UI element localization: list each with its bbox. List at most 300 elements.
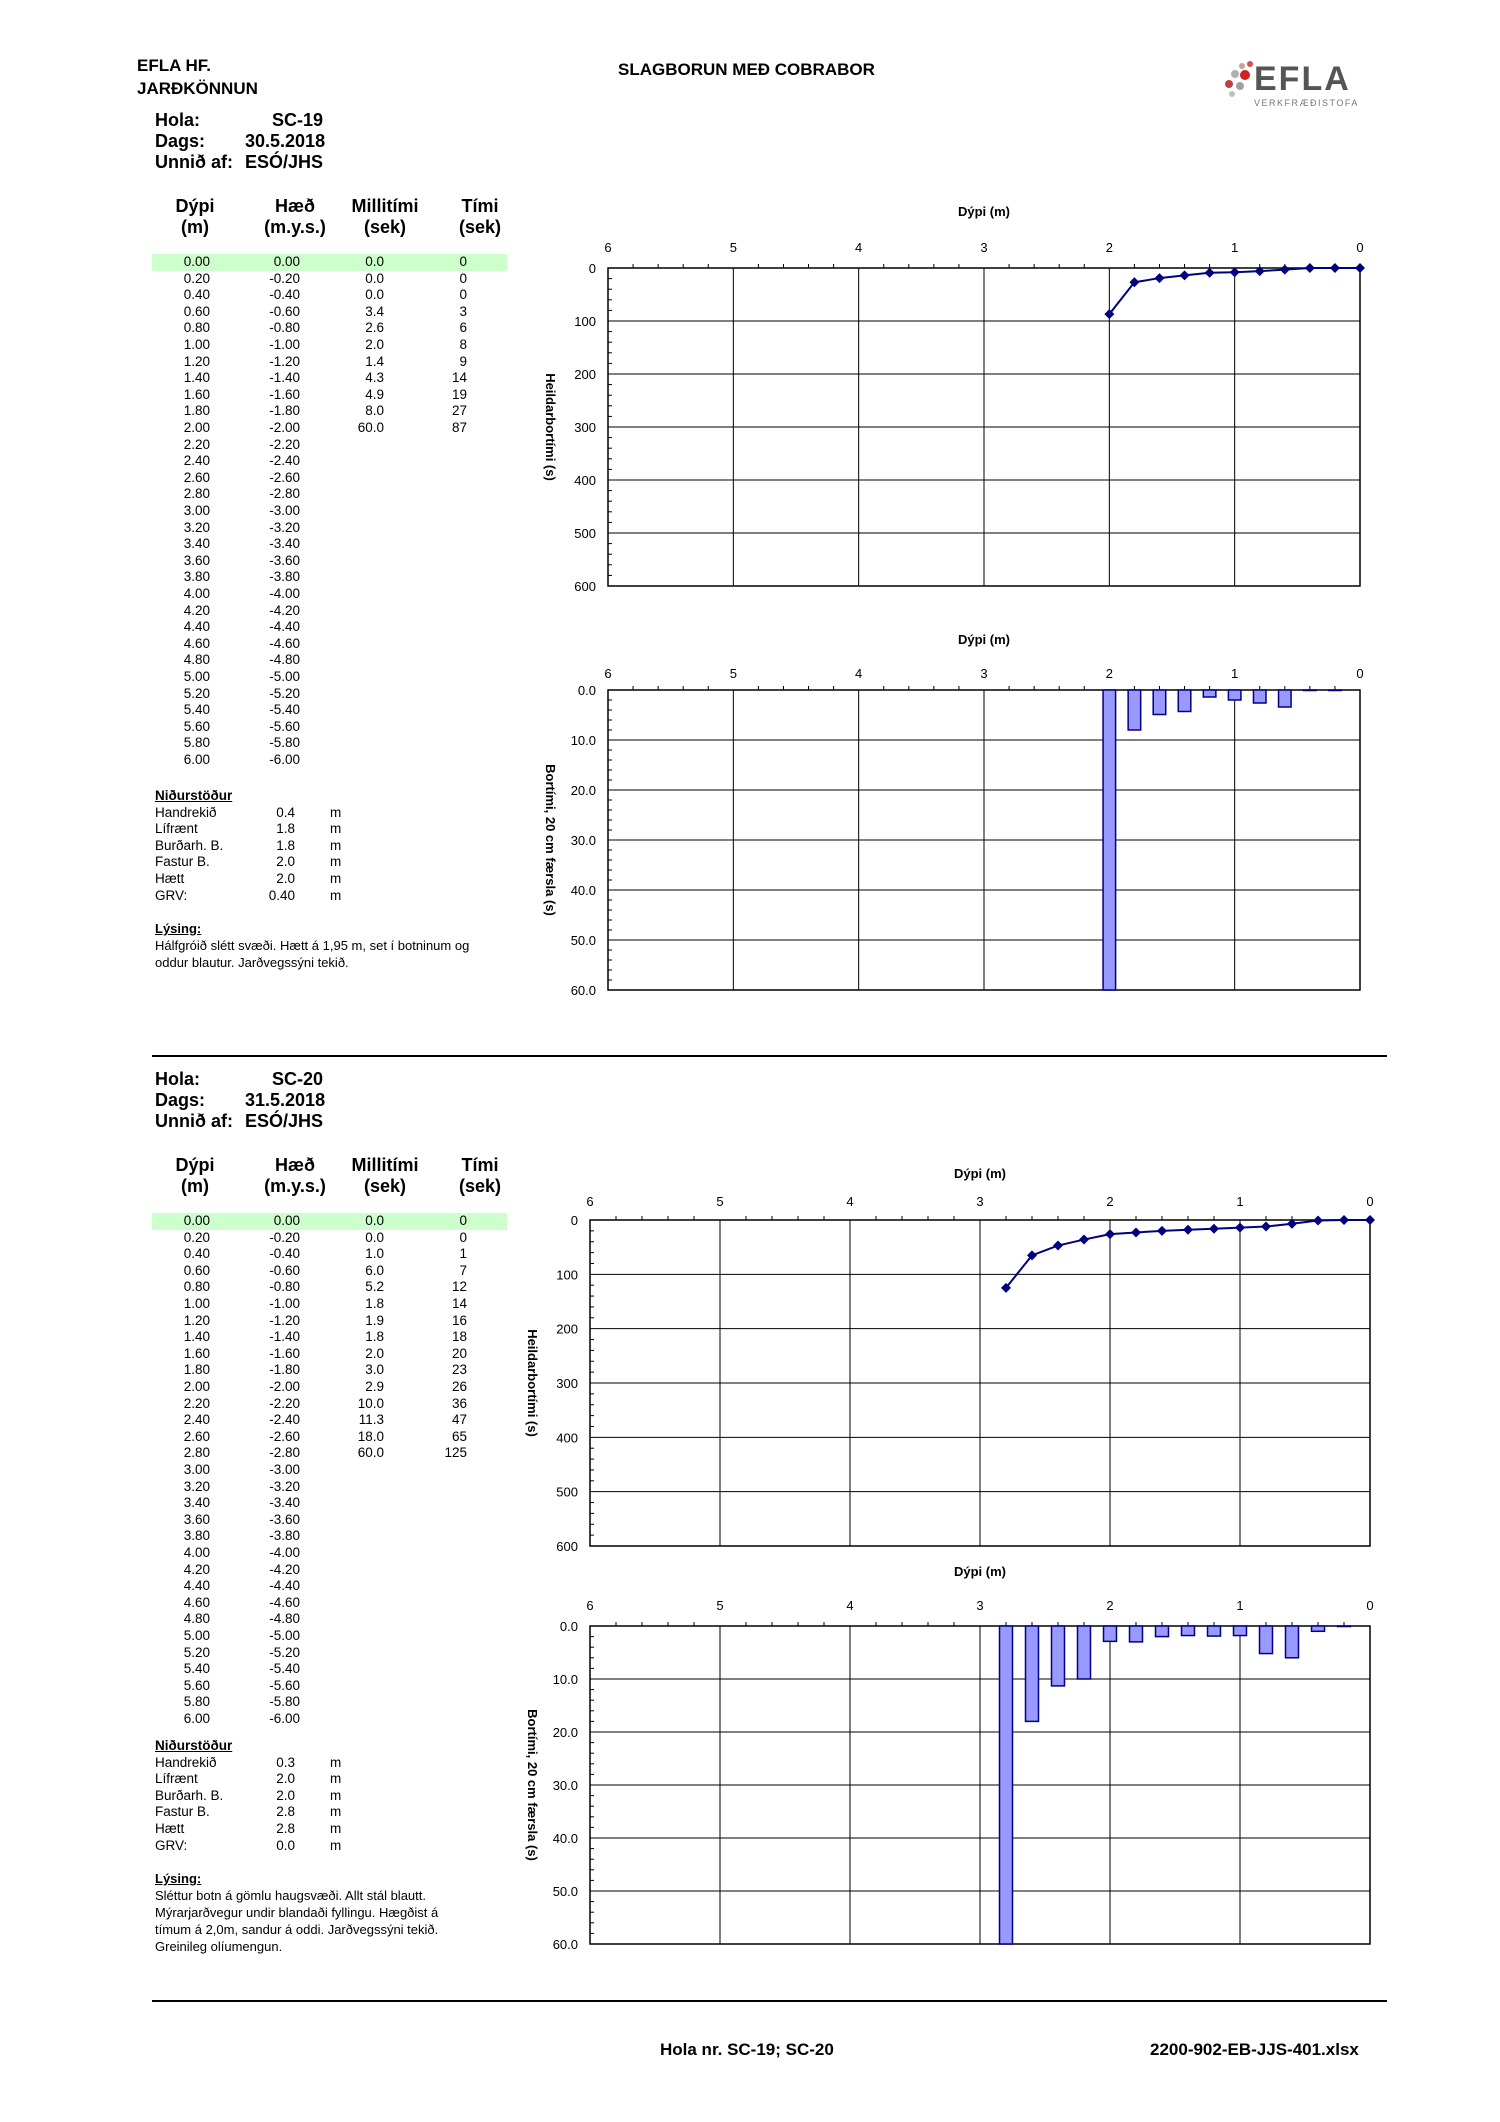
table-row <box>152 1346 507 1363</box>
depth-cell: 4.60 <box>183 635 210 651</box>
data-point <box>1365 1215 1375 1225</box>
table-row <box>152 1263 507 1280</box>
time-cell: 0 <box>459 270 467 286</box>
y-tick-label: 0 <box>588 261 596 276</box>
time-cell: 0 <box>459 1213 467 1228</box>
result-unit: m <box>330 804 342 820</box>
elevation-cell: -0.60 <box>269 1262 300 1278</box>
depth-cell: 3.60 <box>183 1511 210 1527</box>
result-unit: m <box>330 887 342 903</box>
elevation-cell: -3.40 <box>269 1495 300 1511</box>
result-row <box>155 1755 395 1772</box>
y-tick-label: 200 <box>574 367 596 382</box>
depth-cell: 1.80 <box>183 1362 210 1378</box>
bar <box>1078 1626 1091 1679</box>
elevation-cell: -1.80 <box>269 403 300 419</box>
result-unit: m <box>330 1820 342 1836</box>
elevation-cell: -5.20 <box>269 1644 300 1660</box>
table-row <box>152 1678 507 1695</box>
table-row <box>152 553 507 570</box>
depth-cell: 5.80 <box>183 1694 210 1710</box>
bar <box>1182 1626 1195 1636</box>
meta-key: Dags: <box>155 131 206 151</box>
x-tick-label: 3 <box>976 1598 984 1613</box>
elevation-cell: -3.80 <box>269 569 300 585</box>
col-elev-head: Hæð (m.y.s.) <box>264 1155 326 1196</box>
table-row <box>152 652 507 669</box>
data-point <box>1209 1224 1219 1234</box>
result-value: 0.40 <box>268 887 295 903</box>
result-unit: m <box>330 821 342 837</box>
x-tick-label: 5 <box>716 1598 724 1613</box>
table-row <box>152 669 507 686</box>
result-label: GRV: <box>155 1837 188 1853</box>
x-tick-label: 3 <box>980 666 988 681</box>
result-value: 0.4 <box>276 804 295 820</box>
bar <box>1338 1626 1351 1627</box>
efla-logo <box>1220 56 1370 116</box>
time-cell: 19 <box>451 386 467 402</box>
split-time-cell: 11.3 <box>358 1412 384 1428</box>
table-row <box>152 719 507 736</box>
split-time-cell: 1.0 <box>365 1246 384 1262</box>
x-tick-label: 5 <box>729 666 737 681</box>
table-row <box>152 569 507 586</box>
time-cell: 47 <box>451 1412 467 1428</box>
bar <box>1156 1626 1169 1637</box>
hole-2-results <box>155 1738 395 1854</box>
meta-value: SC-20 <box>271 1069 323 1089</box>
result-row <box>155 854 395 871</box>
bar <box>1208 1626 1221 1636</box>
footer-file-name: 2200-902-EB-JJS-401.xlsx <box>1150 2040 1359 2059</box>
table-row <box>152 1495 507 1512</box>
y-tick-label: 30.0 <box>552 1778 578 1793</box>
table-row <box>152 752 507 769</box>
depth-cell: 1.00 <box>183 337 210 352</box>
table-row <box>152 1429 507 1446</box>
hole-1-section <box>155 110 326 173</box>
split-time-cell: 2.0 <box>365 1345 384 1361</box>
result-row <box>155 1788 395 1805</box>
y-tick-label: 100 <box>556 1267 578 1283</box>
depth-cell: 0.20 <box>183 270 210 286</box>
elevation-cell: -5.40 <box>269 1661 300 1677</box>
x-axis-title: Dýpi (m) <box>958 204 1010 219</box>
depth-cell: 0.80 <box>183 320 210 336</box>
elevation-cell: -2.20 <box>269 436 300 452</box>
bar <box>1286 1626 1299 1658</box>
data-point <box>1305 263 1315 273</box>
depth-cell: 2.40 <box>183 453 210 469</box>
split-time-cell: 18.0 <box>357 1428 384 1444</box>
depth-cell: 3.80 <box>183 1528 210 1544</box>
meta-key: Unnið af: <box>155 1111 233 1131</box>
split-time-cell: 0.0 <box>365 270 384 286</box>
elevation-cell: -2.60 <box>269 469 300 485</box>
elevation-cell: -3.20 <box>269 519 300 535</box>
table-row <box>152 1545 507 1562</box>
data-point <box>1205 268 1215 278</box>
depth-cell: 1.60 <box>183 1345 210 1361</box>
y-tick-label: 0 <box>570 1213 578 1228</box>
x-tick-label: 5 <box>716 1194 724 1209</box>
meta-value: 31.5.2018 <box>245 1090 326 1110</box>
elevation-cell: -6.00 <box>269 1711 300 1726</box>
elevation-cell: -0.80 <box>269 320 300 336</box>
split-time-cell: 6.0 <box>365 1262 384 1278</box>
table-row <box>152 1296 507 1313</box>
depth-cell: 4.00 <box>183 1545 210 1560</box>
depth-cell: 0.00 <box>183 1213 210 1228</box>
elevation-cell: -1.00 <box>269 337 300 352</box>
split-time-cell: 2.9 <box>365 1379 384 1394</box>
y-tick-label: 30.0 <box>570 833 596 848</box>
bar <box>1279 690 1292 707</box>
depth-cell: 4.80 <box>183 1611 210 1627</box>
result-label: Fastur B. <box>155 854 210 870</box>
y-axis-title: Bortími, 20 cm færsla (s) <box>543 764 558 916</box>
x-tick-label: 5 <box>729 240 737 255</box>
x-axis-title: Dýpi (m) <box>954 1564 1006 1579</box>
table-row <box>152 337 507 354</box>
y-axis-title: Bortími, 20 cm færsla (s) <box>525 1709 540 1861</box>
depth-cell: 0.60 <box>183 303 210 319</box>
table-row <box>152 1462 507 1479</box>
meta-value: ESÓ/JHS <box>245 1111 324 1131</box>
elevation-cell: -4.00 <box>269 1545 300 1560</box>
y-tick-label: 100 <box>574 314 596 329</box>
data-point <box>1157 1226 1167 1236</box>
results-title: Niðurstöður <box>155 788 233 803</box>
result-value: 1.8 <box>276 821 295 837</box>
y-tick-label: 20.0 <box>552 1725 578 1740</box>
result-value: 0.3 <box>276 1754 295 1770</box>
col-depth-head: Dýpi (m) <box>175 1155 215 1196</box>
depth-cell: 1.00 <box>183 1296 210 1311</box>
footer-hole-ref: Hola nr. SC-19; SC-20 <box>660 2040 834 2059</box>
result-value: 2.8 <box>276 1820 295 1836</box>
result-value: 2.0 <box>276 870 295 886</box>
company-name: EFLA HF. <box>137 56 211 75</box>
depth-cell: 1.40 <box>183 1329 210 1345</box>
depth-cell: 5.00 <box>183 669 210 684</box>
x-tick-label: 1 <box>1231 240 1239 255</box>
table-row <box>152 254 507 271</box>
depth-cell: 3.20 <box>183 519 210 535</box>
result-label: Hætt <box>155 1820 185 1836</box>
depth-cell: 4.40 <box>183 1578 210 1594</box>
elevation-cell: -1.20 <box>269 1312 300 1328</box>
elevation-cell: -5.60 <box>269 1677 300 1693</box>
col-elev-head: Hæð (m.y.s.) <box>264 196 326 237</box>
depth-cell: 0.80 <box>183 1279 210 1295</box>
footer-divider <box>152 2000 1387 2002</box>
result-row <box>155 888 395 905</box>
split-time-cell: 1.8 <box>365 1329 384 1345</box>
elevation-cell: -4.20 <box>269 1561 300 1577</box>
y-tick-label: 0.0 <box>559 1619 578 1634</box>
table-row <box>152 453 507 470</box>
elevation-cell: -1.40 <box>269 370 300 386</box>
elevation-cell: -0.60 <box>269 303 300 319</box>
data-point <box>1183 1225 1193 1235</box>
x-axis-title: Dýpi (m) <box>958 632 1010 647</box>
result-row <box>155 805 395 822</box>
elevation-cell: -4.60 <box>269 1594 300 1610</box>
depth-cell: 4.40 <box>183 619 210 635</box>
meta-value: SC-19 <box>271 110 323 130</box>
depth-cell: 1.20 <box>183 1312 210 1328</box>
data-point <box>1053 1241 1063 1251</box>
data-point <box>1180 270 1190 280</box>
depth-cell: 1.40 <box>183 370 210 386</box>
table-row <box>152 520 507 537</box>
x-tick-label: 2 <box>1106 1598 1114 1613</box>
time-cell: 8 <box>459 337 467 352</box>
time-cell: 125 <box>444 1445 467 1461</box>
table-row <box>152 437 507 454</box>
depth-cell: 0.60 <box>183 1262 210 1278</box>
depth-cell: 6.00 <box>183 752 210 767</box>
x-tick-label: 1 <box>1236 1194 1244 1209</box>
description-line: tímum á 2,0m, sandur á oddi. Jarðvegssýni tekið. <box>155 1922 439 1937</box>
elevation-cell: -3.20 <box>269 1478 300 1494</box>
time-cell: 23 <box>451 1362 467 1378</box>
x-tick-label: 2 <box>1105 666 1113 681</box>
split-time-cell: 60.0 <box>357 1445 384 1461</box>
bar <box>1329 690 1342 691</box>
elevation-cell: -0.40 <box>269 1246 300 1262</box>
elevation-cell: -2.00 <box>269 420 300 435</box>
table-row <box>152 1213 507 1230</box>
y-tick-label: 500 <box>574 526 596 541</box>
result-label: Burðarh. B. <box>155 837 224 853</box>
elevation-cell: -1.60 <box>269 1345 300 1361</box>
split-time-cell: 4.3 <box>365 370 384 386</box>
table-header <box>150 1155 502 1199</box>
elevation-cell: -6.00 <box>269 752 300 767</box>
depth-cell: 2.00 <box>183 1379 210 1394</box>
result-row <box>155 871 395 888</box>
data-point <box>1339 1215 1349 1225</box>
elevation-cell: -2.00 <box>269 1379 300 1394</box>
bar <box>1128 690 1141 730</box>
time-cell: 0 <box>459 254 467 269</box>
elevation-cell: -2.40 <box>269 453 300 469</box>
table-row <box>152 1445 507 1462</box>
hole-2-table <box>152 1213 507 1733</box>
elevation-cell: -4.60 <box>269 635 300 651</box>
table-row <box>152 304 507 321</box>
data-point <box>1235 1223 1245 1233</box>
data-point <box>1355 263 1365 273</box>
depth-cell: 0.20 <box>183 1229 210 1245</box>
result-unit: m <box>330 1754 342 1770</box>
elevation-cell: -1.60 <box>269 386 300 402</box>
result-label: Handrekið <box>155 804 217 820</box>
time-cell: 14 <box>451 1296 467 1311</box>
table-row <box>152 1230 507 1247</box>
time-cell: 0 <box>459 287 467 303</box>
table-row <box>152 1379 507 1396</box>
hole-1-results <box>155 788 395 904</box>
table-row <box>152 702 507 719</box>
result-unit: m <box>330 1787 342 1803</box>
split-time-cell: 1.4 <box>365 353 384 369</box>
depth-cell: 1.80 <box>183 403 210 419</box>
table-row <box>152 1279 507 1296</box>
table-row <box>152 403 507 420</box>
y-tick-label: 600 <box>574 579 596 594</box>
x-tick-label: 2 <box>1105 240 1113 255</box>
y-tick-label: 10.0 <box>552 1672 578 1687</box>
bar <box>1312 1626 1325 1631</box>
y-tick-label: 50.0 <box>552 1884 578 1899</box>
table-row <box>152 387 507 404</box>
depth-cell: 3.40 <box>183 536 210 552</box>
split-time-cell: 2.6 <box>365 320 384 336</box>
elevation-cell: -5.00 <box>269 1628 300 1643</box>
depth-cell: 3.20 <box>183 1478 210 1494</box>
depth-cell: 1.60 <box>183 386 210 402</box>
hole-2-meta <box>155 1069 326 1132</box>
section-divider <box>152 1055 1387 1057</box>
result-label: Hætt <box>155 870 185 886</box>
col-time-head: Tími (sek) <box>458 196 502 237</box>
time-cell: 7 <box>459 1262 467 1278</box>
time-cell: 1 <box>459 1246 467 1262</box>
bar <box>1052 1626 1065 1686</box>
table-row <box>152 586 507 603</box>
table-row <box>152 354 507 371</box>
split-time-cell: 10.0 <box>357 1395 384 1411</box>
table-row <box>152 1562 507 1579</box>
table-row <box>152 1329 507 1346</box>
split-time-cell: 0.0 <box>365 1229 384 1245</box>
table-row <box>152 1396 507 1413</box>
depth-cell: 3.00 <box>183 1462 210 1477</box>
result-unit: m <box>330 1804 342 1820</box>
y-tick-label: 500 <box>556 1484 578 1500</box>
result-unit: m <box>330 870 342 886</box>
depth-cell: 5.60 <box>183 1677 210 1693</box>
result-row <box>155 838 395 855</box>
elevation-cell: -5.60 <box>269 718 300 734</box>
elevation-cell: -4.20 <box>269 602 300 618</box>
hole-2-description <box>155 1870 515 1955</box>
table-header <box>150 196 502 240</box>
col-depth-head: Dýpi (m) <box>175 196 215 237</box>
elevation-cell: -3.80 <box>269 1528 300 1544</box>
depth-cell: 5.60 <box>183 718 210 734</box>
elevation-cell: 0.00 <box>273 1213 300 1228</box>
x-tick-label: 6 <box>604 240 612 255</box>
time-cell: 14 <box>451 370 467 386</box>
table-row <box>152 1694 507 1711</box>
table-row <box>152 619 507 636</box>
result-label: Lífrænt <box>155 1771 198 1787</box>
x-tick-label: 6 <box>586 1598 594 1613</box>
x-tick-label: 4 <box>855 240 863 255</box>
y-tick-label: 60.0 <box>552 1937 578 1950</box>
description-title: Lýsing: <box>155 921 202 936</box>
table-row <box>152 1528 507 1545</box>
y-tick-label: 300 <box>556 1376 578 1391</box>
col-split-head: Millitími (sek) <box>351 196 419 237</box>
result-row <box>155 1838 395 1855</box>
x-axis-title: Dýpi (m) <box>954 1166 1006 1181</box>
depth-cell: 3.80 <box>183 569 210 585</box>
data-point <box>1330 263 1340 273</box>
x-tick-label: 3 <box>976 1194 984 1209</box>
depth-cell: 0.40 <box>183 1246 210 1262</box>
result-label: GRV: <box>155 887 188 903</box>
elevation-cell: -2.80 <box>269 1445 300 1461</box>
elevation-cell: -4.40 <box>269 619 300 635</box>
time-cell: 0 <box>459 1229 467 1245</box>
hole-2-interval-time-chart <box>500 1560 1380 1950</box>
elevation-cell: -2.60 <box>269 1428 300 1444</box>
y-tick-label: 40.0 <box>570 883 596 898</box>
time-cell: 65 <box>451 1428 467 1444</box>
result-row <box>155 1771 395 1788</box>
hole-1-cumulative-time-chart <box>520 200 1380 595</box>
result-label: Handrekið <box>155 1754 217 1770</box>
elevation-cell: -3.00 <box>269 503 300 518</box>
depth-cell: 0.40 <box>183 287 210 303</box>
elevation-cell: -5.80 <box>269 735 300 751</box>
time-cell: 12 <box>451 1279 467 1295</box>
result-unit: m <box>330 1771 342 1787</box>
y-tick-label: 400 <box>556 1430 578 1446</box>
time-cell: 20 <box>451 1345 467 1361</box>
bar <box>1304 690 1317 691</box>
time-cell: 9 <box>459 353 467 369</box>
depth-cell: 4.00 <box>183 586 210 601</box>
depth-cell: 2.20 <box>183 436 210 452</box>
y-tick-label: 50.0 <box>570 933 596 948</box>
split-time-cell: 1.9 <box>365 1312 384 1328</box>
y-tick-label: 40.0 <box>552 1831 578 1846</box>
elevation-cell: -1.00 <box>269 1296 300 1311</box>
data-point <box>1280 265 1290 275</box>
elevation-cell: -4.40 <box>269 1578 300 1594</box>
x-tick-label: 4 <box>855 666 863 681</box>
table-row <box>152 1661 507 1678</box>
hole-2-cumulative-time-chart <box>500 1160 1380 1555</box>
table-row <box>152 486 507 503</box>
bar <box>1260 1626 1273 1654</box>
depth-cell: 2.80 <box>183 1445 210 1461</box>
data-point <box>1131 1227 1141 1237</box>
elevation-cell: -0.20 <box>269 1229 300 1245</box>
page-title: SLAGBORUN MEÐ COBRABOR <box>618 60 875 79</box>
table-row <box>152 636 507 653</box>
depth-cell: 2.60 <box>183 469 210 485</box>
x-tick-label: 4 <box>846 1194 854 1209</box>
y-tick-label: 300 <box>574 420 596 435</box>
split-time-cell: 3.0 <box>365 1362 384 1378</box>
elevation-cell: -4.80 <box>269 1611 300 1627</box>
elevation-cell: -1.40 <box>269 1329 300 1345</box>
data-point <box>1313 1216 1323 1226</box>
table-row <box>152 1595 507 1612</box>
y-tick-label: 60.0 <box>570 983 596 995</box>
meta-value: 30.5.2018 <box>245 131 326 151</box>
result-value: 2.0 <box>276 1771 295 1787</box>
depth-cell: 5.00 <box>183 1628 210 1643</box>
